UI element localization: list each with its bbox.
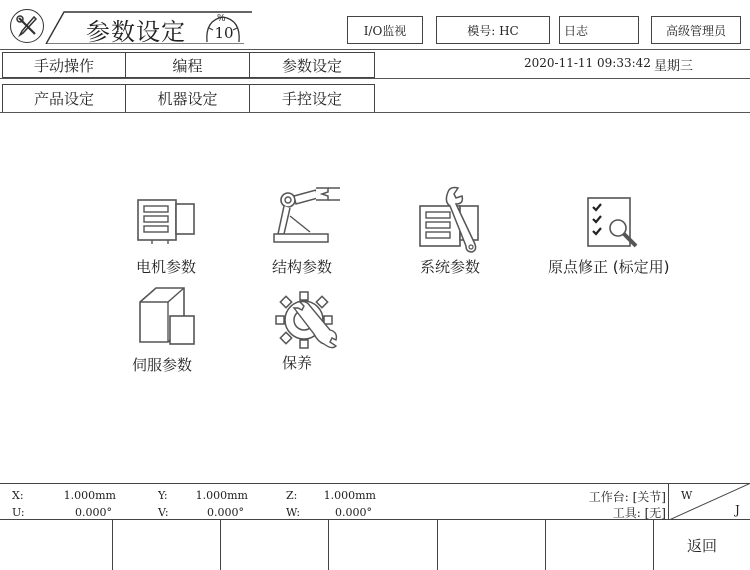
motor-icon — [132, 196, 202, 246]
menu-item-structure-params[interactable] — [266, 186, 346, 286]
x-axis-value: 1.000mm — [63, 489, 116, 502]
system-wrench-icon — [416, 186, 492, 254]
page-title: 参数设定 — [86, 18, 186, 46]
gear-wrench-icon — [274, 290, 340, 356]
x-axis-label: X: — [12, 489, 24, 502]
back-button[interactable]: 返回 — [686, 536, 717, 555]
u-axis-value: 0.000° — [75, 506, 112, 519]
log-button[interactable]: 日志 — [559, 16, 639, 44]
function-key-6[interactable] — [546, 520, 654, 570]
servo-box-icon — [134, 284, 200, 346]
menu-item-label: 系统参数 — [420, 258, 481, 276]
user-level-button[interactable]: 高级管理员 — [651, 16, 741, 44]
z-axis-value: 1.000mm — [323, 489, 376, 502]
tab-parameter-settings[interactable]: 参数设定 — [249, 52, 375, 78]
tab-handheld-settings[interactable]: 手控设定 — [249, 84, 375, 113]
u-axis-label: U: — [12, 506, 25, 519]
joint-mode-label: J — [735, 503, 740, 517]
coordinate-mode-toggle[interactable] — [668, 483, 750, 520]
checklist-magnifier-icon — [584, 194, 644, 252]
y-axis-value: 1.000mm — [195, 489, 248, 502]
tools-logo-icon[interactable] — [10, 9, 44, 43]
menu-item-origin-correction[interactable] — [546, 194, 696, 286]
menu-item-label: 伺服参数 — [132, 356, 193, 374]
function-key-3[interactable] — [221, 520, 329, 570]
mold-number-button[interactable]: 模号: HC — [436, 16, 550, 44]
world-mode-label: W — [681, 489, 693, 502]
datetime: 2020-11-11 09:33:42 — [524, 56, 651, 70]
menu-item-label: 电机参数 — [136, 258, 197, 276]
speed-unit: % — [217, 14, 226, 24]
robot-arm-icon — [270, 186, 346, 250]
weekday: 星期三 — [654, 59, 694, 74]
divider — [0, 112, 750, 113]
menu-item-label: 结构参数 — [272, 258, 333, 276]
divider — [0, 78, 750, 79]
z-axis-label: Z: — [286, 489, 298, 502]
v-axis-label: V: — [158, 506, 169, 519]
tab-product-settings[interactable]: 产品设定 — [2, 84, 126, 113]
menu-item-motor-params[interactable] — [128, 196, 204, 286]
menu-item-system-params[interactable] — [414, 186, 498, 286]
tab-programming[interactable]: 编程 — [125, 52, 250, 78]
function-key-4[interactable] — [329, 520, 438, 570]
v-axis-value: 0.000° — [207, 506, 244, 519]
y-axis-label: Y: — [158, 489, 168, 502]
tab-machine-settings[interactable]: 机器设定 — [125, 84, 250, 113]
io-monitor-button[interactable]: I/O监视 — [347, 16, 423, 44]
function-key-1[interactable] — [0, 520, 113, 570]
w-axis-label: W: — [286, 506, 301, 519]
menu-item-label: 原点修正 (标定用) — [548, 258, 670, 276]
tab-manual-operation[interactable]: 手动操作 — [2, 52, 126, 78]
workbench-status: 工作台: [关节] — [588, 490, 666, 504]
menu-item-maintenance[interactable] — [270, 290, 346, 376]
tool-status: 工具: [无] — [612, 506, 666, 520]
function-key-5[interactable] — [438, 520, 546, 570]
speed-value: 10 — [214, 24, 234, 42]
menu-item-servo-params[interactable] — [128, 284, 204, 376]
function-key-2[interactable] — [113, 520, 221, 570]
menu-item-label: 保养 — [282, 354, 313, 372]
w-axis-value: 0.000° — [335, 506, 372, 519]
